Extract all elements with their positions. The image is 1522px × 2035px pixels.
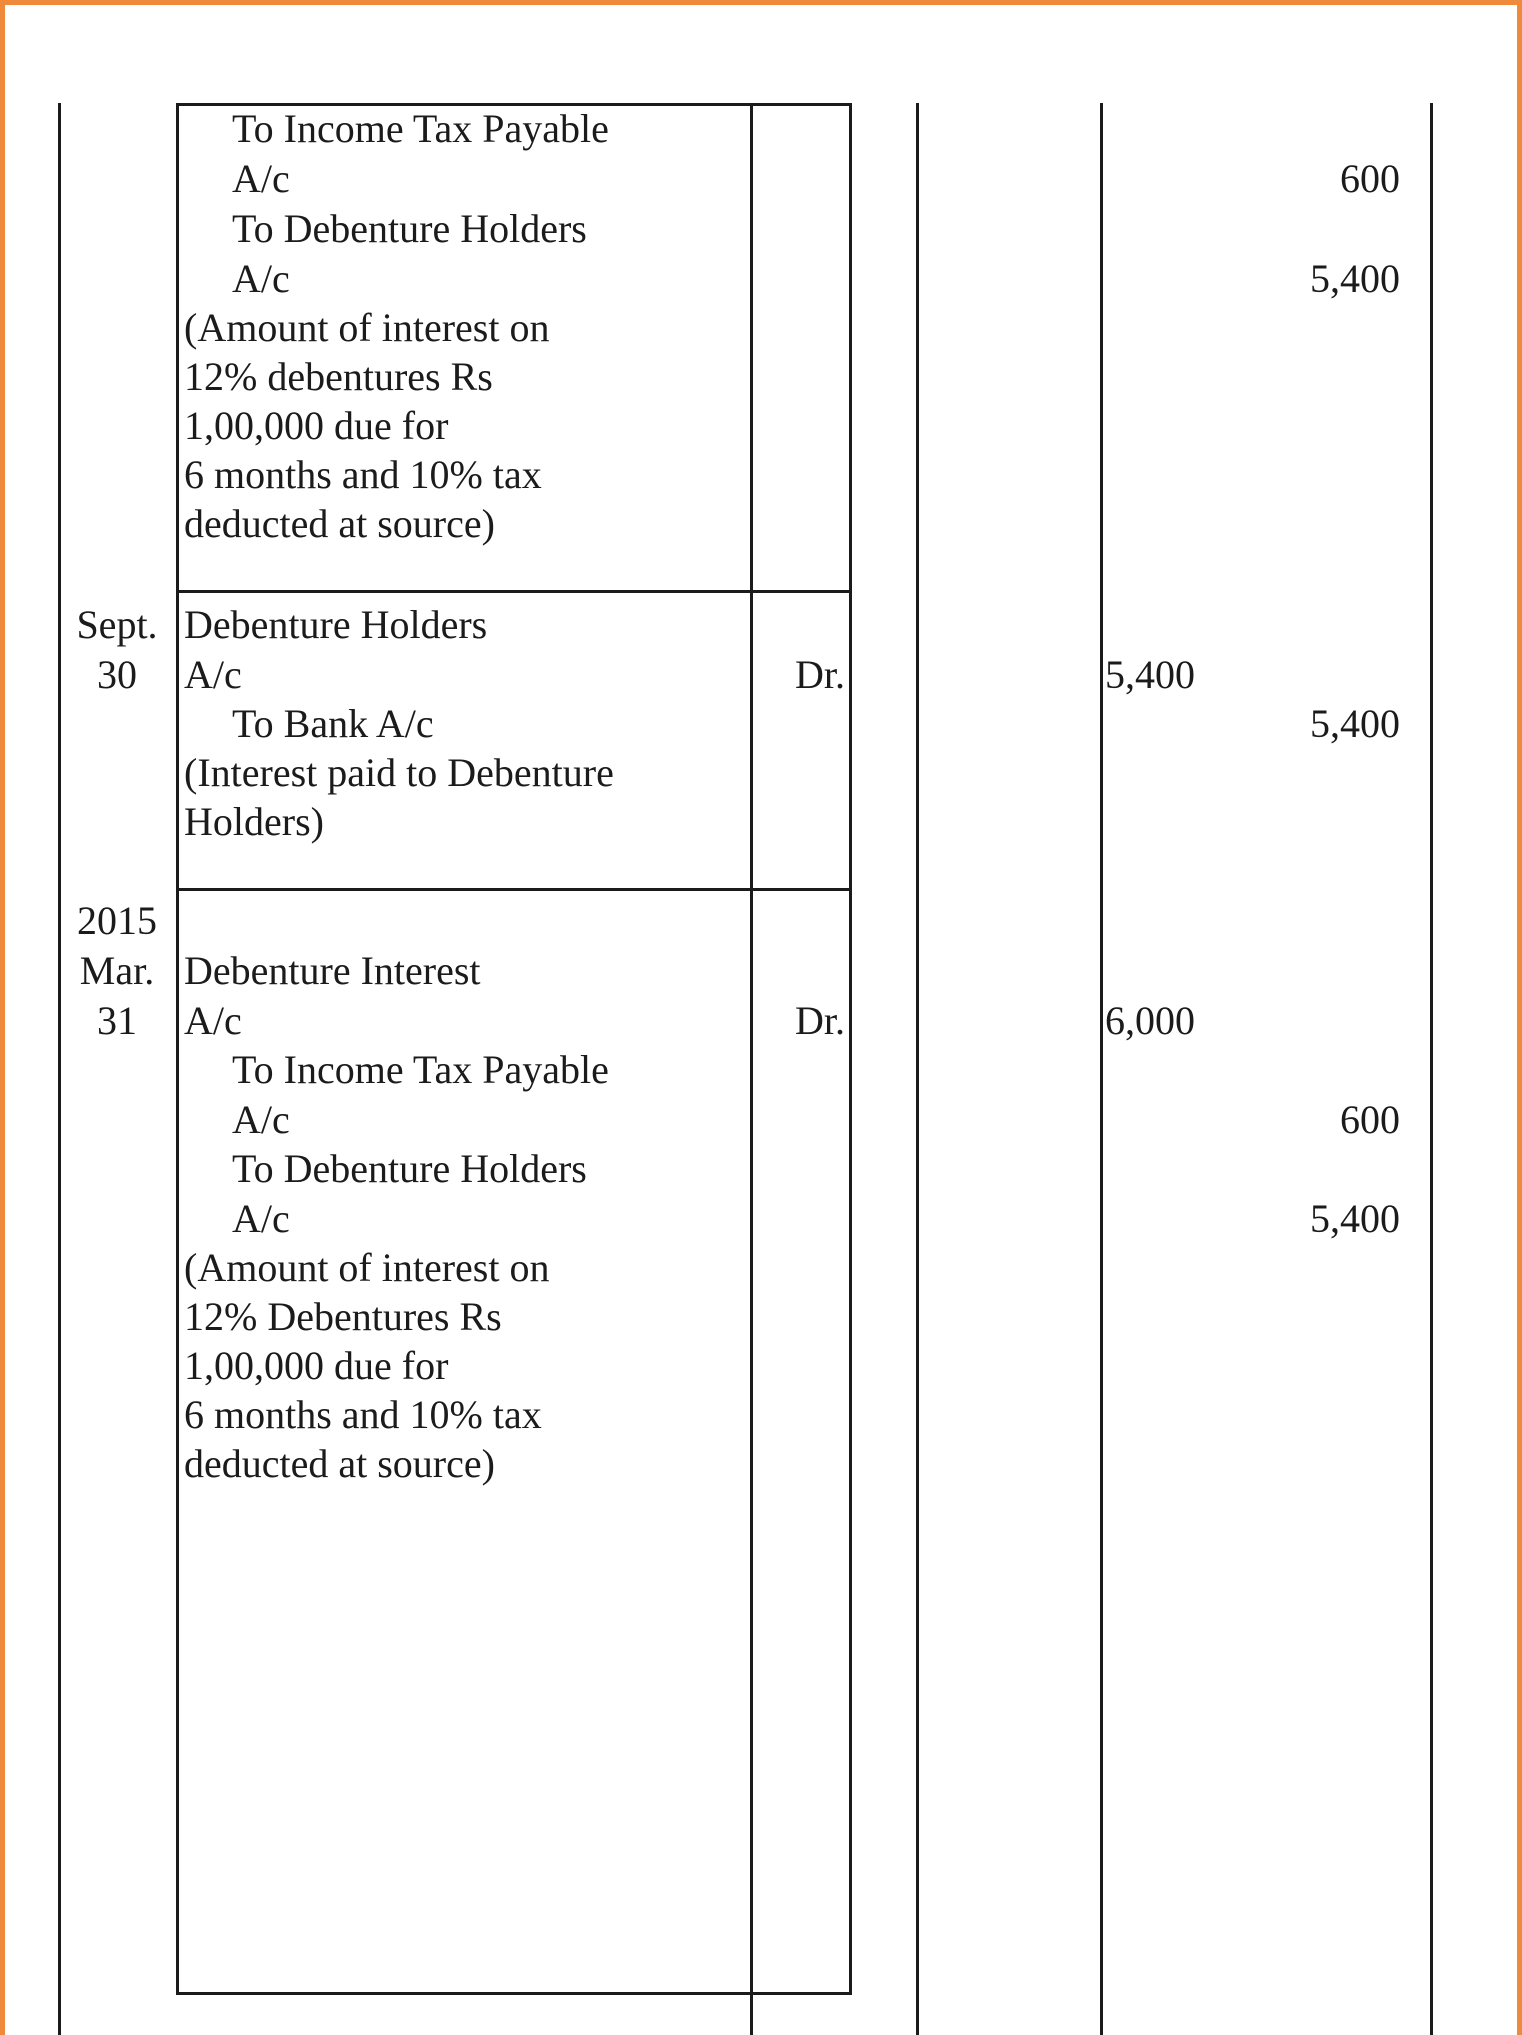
- entry-date-line: 31: [97, 998, 137, 1043]
- credit-amount: 5,400: [1310, 256, 1400, 301]
- particulars-line: (Amount of interest on: [184, 1245, 550, 1290]
- entry-date-line: Mar.: [79, 948, 155, 993]
- credit-amount: 5,400: [1310, 701, 1400, 746]
- column-rule-date-left: [58, 103, 61, 2035]
- debit-amount: 5,400: [1105, 652, 1195, 697]
- particulars-line: Debenture Interest: [184, 948, 481, 993]
- credit-amount: 600: [1340, 156, 1400, 201]
- entry-date-line: 2015: [77, 898, 157, 943]
- particulars-line: To Debenture Holders: [232, 1146, 587, 1191]
- column-rule-lf-right: [916, 103, 919, 2035]
- credit-amount: 600: [1340, 1097, 1400, 1142]
- debit-marker: Dr.: [795, 998, 845, 1043]
- particulars-line: A/c: [232, 1097, 290, 1142]
- entry-date-line: 30: [97, 652, 137, 697]
- particulars-line: A/c: [232, 256, 290, 301]
- particulars-line: 6 months and 10% tax: [184, 1392, 542, 1437]
- particulars-line: (Amount of interest on: [184, 305, 550, 350]
- particulars-line: deducted at source): [184, 501, 495, 546]
- particulars-line: To Debenture Holders: [232, 206, 587, 251]
- credit-amount: 5,400: [1310, 1196, 1400, 1241]
- debit-marker: Dr.: [795, 652, 845, 697]
- particulars-line: To Income Tax Payable: [232, 106, 609, 151]
- column-rule-credit-right: [1430, 103, 1433, 2035]
- particulars-line: Holders): [184, 799, 324, 844]
- column-rule-debit-right: [1100, 103, 1103, 2035]
- particulars-line: A/c: [232, 156, 290, 201]
- particulars-line: 6 months and 10% tax: [184, 452, 542, 497]
- particulars-line: To Bank A/c: [232, 701, 434, 746]
- particulars-line: To Income Tax Payable: [232, 1047, 609, 1092]
- particulars-line: 12% debentures Rs: [184, 354, 493, 399]
- column-rule-lf-left: [750, 103, 753, 2035]
- particulars-line: 1,00,000 due for: [184, 1343, 449, 1388]
- particulars-line: (Interest paid to Debenture: [184, 750, 614, 795]
- particulars-line: A/c: [184, 652, 242, 697]
- particulars-line: deducted at source): [184, 1441, 495, 1486]
- particulars-line: 1,00,000 due for: [184, 403, 449, 448]
- particulars-line: Debenture Holders: [184, 602, 488, 647]
- particulars-line: A/c: [232, 1196, 290, 1241]
- particulars-line: 12% Debentures Rs: [184, 1294, 502, 1339]
- debit-amount: 6,000: [1105, 998, 1195, 1043]
- particulars-line: A/c: [184, 998, 242, 1043]
- entry-date-line: Sept.: [76, 602, 158, 647]
